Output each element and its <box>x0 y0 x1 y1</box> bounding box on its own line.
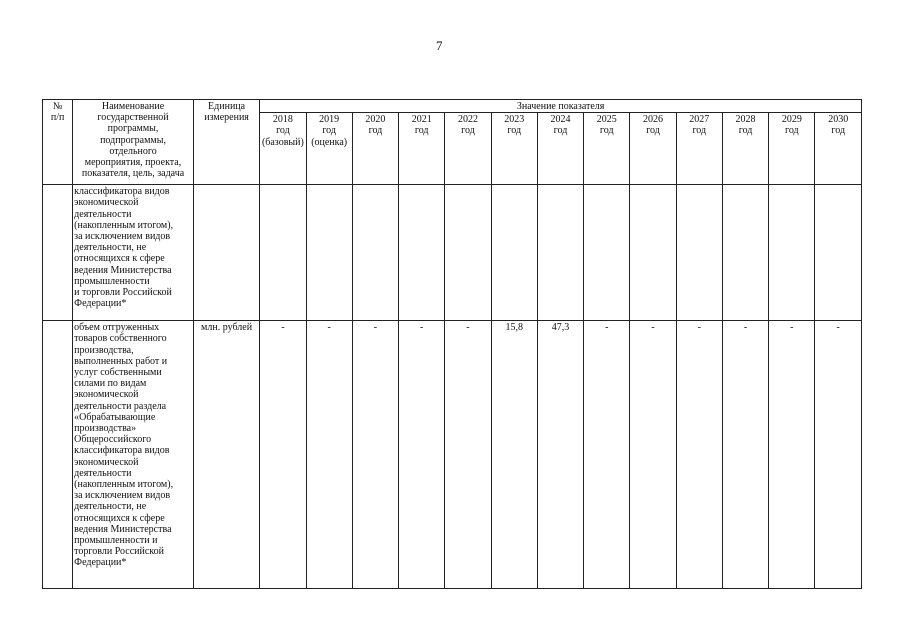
year-label: 2030 <box>828 114 849 126</box>
header-year-2021 <box>399 113 445 185</box>
header-year-2026 <box>630 113 676 185</box>
header-year-2022 <box>445 113 491 185</box>
row-value: - <box>815 321 862 589</box>
year-sublabel: год <box>414 125 429 137</box>
table-row <box>43 185 862 321</box>
row-value: - <box>722 321 768 589</box>
row-value: 47,3 <box>537 321 583 589</box>
header-year-2029 <box>769 113 815 185</box>
row-value: - <box>676 321 722 589</box>
row-value <box>722 185 768 321</box>
year-sublabel: год <box>738 125 753 137</box>
year-label: 2021 <box>411 114 432 126</box>
row-value <box>769 185 815 321</box>
header-unit: Единица измерения <box>193 100 259 185</box>
row-value <box>399 185 445 321</box>
header-num: № п/п <box>43 100 73 185</box>
year-sublabel: год <box>599 125 614 137</box>
row-value: - <box>769 321 815 589</box>
row-value <box>352 185 398 321</box>
year-sublabel: год (оценка) <box>311 125 348 148</box>
header-value-group: Значение показателя <box>260 100 862 113</box>
header-year-2025 <box>584 113 630 185</box>
year-label: 2029 <box>781 114 802 126</box>
row-unit: млн. рублей <box>193 321 259 589</box>
header-year-2018 <box>260 113 306 185</box>
row-value <box>630 185 676 321</box>
header-year-2023 <box>491 113 537 185</box>
row-value: 15,8 <box>491 321 537 589</box>
indicator-table <box>42 99 862 589</box>
year-sublabel: год <box>646 125 660 137</box>
page-number: 7 <box>436 38 443 53</box>
header-year-2024 <box>537 113 583 185</box>
year-label: 2025 <box>596 114 617 126</box>
row-value <box>260 185 306 321</box>
year-sublabel: год <box>831 125 846 137</box>
year-label: 2027 <box>689 114 710 126</box>
header-name: Наименование государственной программы, подпрограммы, отдельного мероприятия, проекта, показателя, цель, задача <box>73 100 194 185</box>
row-num <box>43 321 73 589</box>
year-sublabel: год <box>368 125 383 137</box>
row-value <box>537 185 583 321</box>
year-sublabel: год <box>553 125 568 137</box>
row-value: - <box>399 321 445 589</box>
header-year-2028 <box>722 113 768 185</box>
row-value <box>306 185 352 321</box>
year-label: 2028 <box>735 114 756 126</box>
row-value <box>445 185 491 321</box>
row-value <box>676 185 722 321</box>
row-name: классификатора видов экономической деятельности (накопленным итогом), за исключением видов деятельности, не относящихся к сфере ведения Министерства промышленности и торговли Российской Федерации* <box>73 185 194 321</box>
year-label: 2020 <box>365 114 386 126</box>
table-row <box>43 321 862 589</box>
header-year-2019 <box>306 113 352 185</box>
row-unit <box>193 185 259 321</box>
row-value: - <box>445 321 491 589</box>
row-num <box>43 185 73 321</box>
year-sublabel: год <box>461 125 475 137</box>
row-value: - <box>630 321 676 589</box>
header-year-2030 <box>815 113 862 185</box>
year-sublabel: год <box>692 125 707 137</box>
row-value: - <box>306 321 352 589</box>
year-label: 2026 <box>643 114 664 126</box>
year-label: 2019 <box>319 114 340 126</box>
row-name: объем отгруженных товаров собственного производства, выполненных работ и услуг собственными силами по видам экономической деятельности раздела «Обрабатывающие производства» Общероссийского классификатора видов экономической деятельности (накопленным итогом), за исключением видов деятельности, не относящихся к сфере ведения Министерства промышленности и торговли Российской Федерации* <box>73 321 194 589</box>
year-label: 2022 <box>457 114 478 126</box>
header-year-2020 <box>352 113 398 185</box>
year-label: 2024 <box>550 114 571 126</box>
header-year-2027 <box>676 113 722 185</box>
row-value <box>491 185 537 321</box>
row-value: - <box>352 321 398 589</box>
row-value: - <box>584 321 630 589</box>
year-label: 2018 <box>272 114 293 126</box>
row-value <box>584 185 630 321</box>
year-sublabel: год <box>784 125 799 137</box>
year-sublabel: год <box>507 125 522 137</box>
row-value <box>815 185 862 321</box>
row-value: - <box>260 321 306 589</box>
year-label: 2023 <box>504 114 525 126</box>
year-sublabel: год (базовый) <box>261 125 304 148</box>
